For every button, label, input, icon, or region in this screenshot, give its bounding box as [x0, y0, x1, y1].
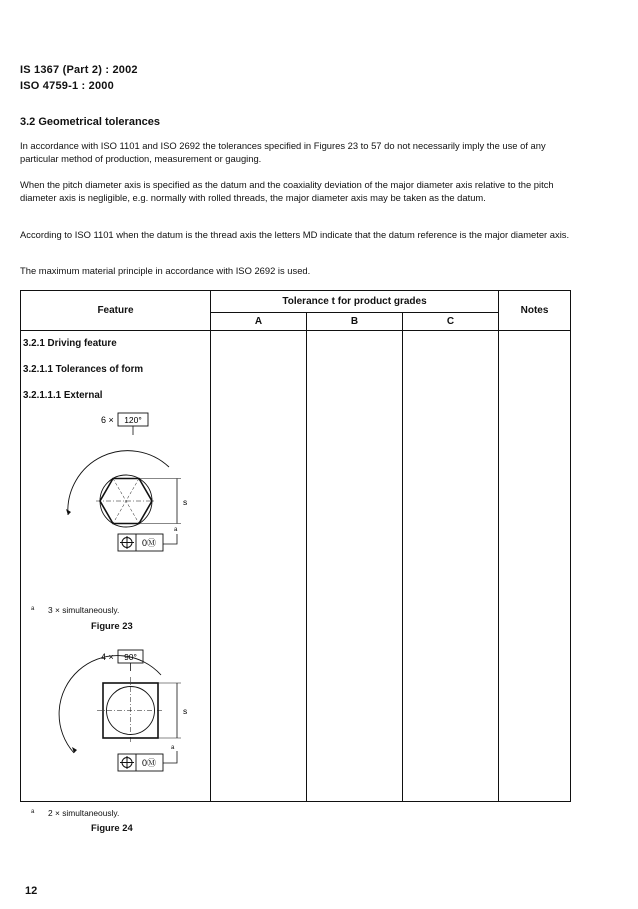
paragraph-2: When the pitch diameter axis is specified as the datum and the coaxiality deviation of the major diameter axis relative to the pitch diameter axis is negligible, e.g. normally with rolled threads, the major diameter axis may be taken as the datum.	[20, 179, 554, 203]
row-driving-feature: 3.2.1 Driving feature	[23, 338, 117, 349]
figure-23-caption: Figure 23	[91, 620, 133, 631]
figure-24-caption: Figure 24	[91, 822, 133, 833]
page-number: 12	[25, 885, 38, 897]
standard-number: IS 1367 (Part 2) : 2002	[20, 64, 138, 76]
fig24-note-mark: a	[171, 745, 175, 751]
grade-a-cell	[211, 331, 307, 802]
notes-cell	[499, 331, 571, 802]
fig23-note-mark: a	[174, 527, 178, 533]
fig23-arc-arrow	[66, 509, 71, 515]
grade-b-header: B	[307, 313, 403, 331]
fig24-fcf-leader	[163, 751, 177, 763]
paragraph-1: In accordance with ISO 1101 and ISO 2692 the tolerances specified in Figures 23 to 57 do not necessarily imply the use of any particular method of production, measurement or gauging.	[20, 140, 546, 164]
fig24-angle: 90°	[124, 652, 137, 662]
section-title: 3.2 Geometrical tolerances	[20, 116, 161, 128]
fig24-count-label: 4 ×	[101, 652, 114, 662]
row-external: 3.2.1.1.1 External	[23, 390, 103, 401]
tolerance-header: Tolerance t for product grades	[211, 291, 499, 313]
paragraph-4: The maximum material principle in accordance with ISO 2692 is used.	[20, 265, 311, 276]
grade-a-header: A	[211, 313, 307, 331]
fig24-footnote: 2 × simultaneously.	[48, 808, 120, 818]
fig23-footnote-mark: a	[31, 606, 35, 612]
notes-header: Notes	[499, 291, 571, 331]
fig24-dim-label: s	[183, 706, 188, 716]
feature-cell	[21, 331, 211, 833]
paragraph-3: According to ISO 1101 when the datum is the thread axis the letters MD indicate that the datum reference is the major diameter axis.	[20, 229, 570, 240]
fig23-count-label: 6 ×	[101, 415, 114, 425]
grade-c-cell	[403, 331, 499, 802]
fig24-fcf-value: 0Ⓜ	[141, 758, 157, 768]
grade-c-header: C	[403, 313, 499, 331]
fig23-angle-arc	[68, 451, 169, 515]
figure-24-drawing	[21, 645, 209, 807]
row-tolerances-of-form: 3.2.1.1 Tolerances of form	[23, 364, 144, 375]
fig23-angle: 120°	[124, 415, 142, 425]
tolerance-table	[20, 290, 571, 833]
fig23-fcf-leader	[163, 534, 177, 544]
fig24-footnote-mark: a	[31, 809, 35, 815]
fig23-fcf-value: 0Ⓜ	[141, 538, 157, 548]
fig23-dim-label: s	[183, 497, 188, 507]
fig23-footnote: 3 × simultaneously.	[48, 605, 120, 615]
figure-23-drawing	[21, 407, 209, 567]
grade-b-cell	[307, 331, 403, 802]
iso-number: ISO 4759-1 : 2000	[20, 80, 114, 92]
feature-header: Feature	[21, 291, 211, 331]
